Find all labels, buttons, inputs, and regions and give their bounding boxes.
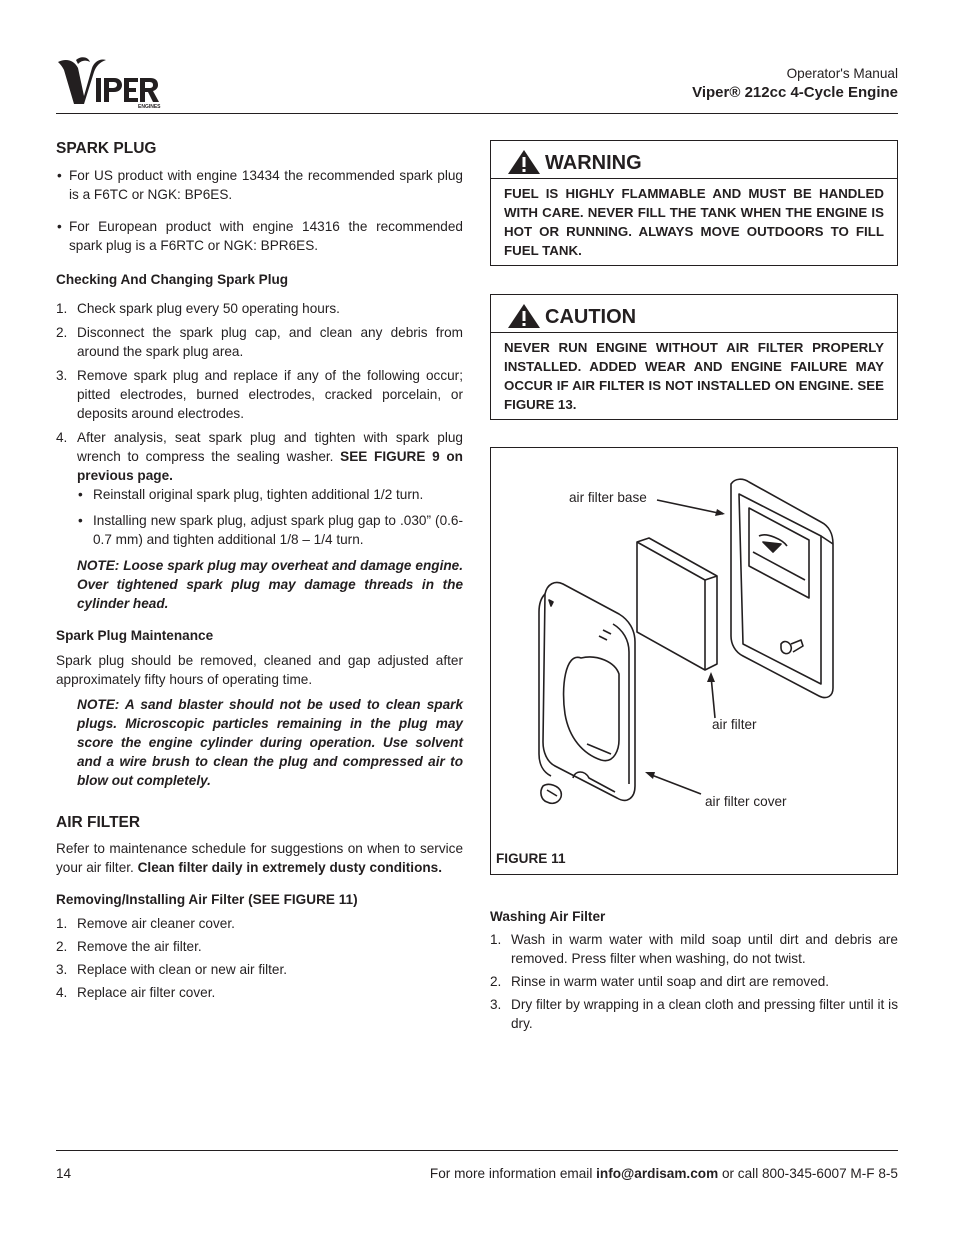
figure-11	[490, 447, 898, 875]
warning-title-bar	[491, 141, 897, 179]
footer-contact: For more information email info@ardisam.com or call 800-345-6007 M-F 8-5	[429, 1166, 898, 1181]
figure-caption: FIGURE 11	[496, 851, 566, 866]
list-item: 3. Dry filter by wrapping in a clean cloth and pressing filter until it is dry.	[490, 997, 898, 1031]
caution-triangle-icon	[507, 303, 541, 329]
left-column	[56, 138, 463, 1007]
header-titles	[692, 64, 898, 103]
list-item: 2. Rinse in warm water until soap and dirt are removed.	[490, 974, 830, 989]
removing-heading: Removing/Installing Air Filter (SEE FIGURE 11)	[56, 892, 358, 907]
svg-text:ENGINES: ENGINES	[138, 104, 161, 108]
note-sand-blaster: NOTE: A sand blaster should not be used to clean spark plugs. Microscopic particles remaining in the plug may score the engine cylinder during operation. Use solvent and a wire brush to clean the plug and compressed air to blow out completely.	[77, 697, 463, 788]
warning-title: WARNING	[545, 152, 642, 174]
air-filter-illustration	[491, 448, 897, 874]
list-item: 4. After analysis, seat spark plug and tighten with spark plug wrench to compress the sealing washer. SEE FIGURE 9 on previous page. • Reinstall original spark plug, tighten additional 1/2 turn. • Installing new spark plug, adjust spark plug gap to .030” (0.6-0.7 mm) and tighten additional 1/8 – 1/4 turn.	[56, 428, 463, 549]
list-item: 3. Replace with clean or new air filter.	[56, 962, 288, 977]
note-loose-plug: NOTE: Loose spark plug may overheat and damage engine. Over tightened spark plug may damage threads in the cylinder head.	[77, 558, 463, 611]
product-title: Viper® 212cc 4-Cycle Engine	[692, 84, 898, 101]
list-item: 1. Check spark plug every 50 operating hours.	[56, 301, 340, 316]
caution-box	[490, 294, 898, 420]
caution-text: NEVER RUN ENGINE WITHOUT AIR FILTER PROPERLY INSTALLED. ADDED WEAR AND ENGINE FAILURE MAY OCCUR IF AIR FILTER IS NOT INSTALLED ON ENGINE. SEE FIGURE 13.	[504, 340, 884, 412]
label-air-filter-cover: air filter cover	[705, 794, 787, 809]
checking-steps	[56, 299, 463, 549]
warning-text: FUEL IS HIGHLY FLAMMABLE AND MUST BE HANDLED WITH CARE. NEVER FILL THE TANK WHEN THE ENGINE IS HOT OR RUNNING. ALWAYS MOVE OUTDOORS TO FILL FUEL TANK.	[504, 186, 884, 258]
label-air-filter-base: air filter base	[569, 490, 647, 505]
warning-box	[490, 140, 898, 266]
spark-plug-heading: SPARK PLUG	[56, 140, 157, 157]
sub-bullet-new-plug: • Installing new spark plug, adjust spark plug gap to .030” (0.6-0.7 mm) and tighten additional 1/8 – 1/4 turn.	[77, 511, 463, 549]
washing-steps	[490, 930, 898, 1033]
list-item: 2. Remove the air filter.	[56, 939, 202, 954]
list-item: 1. Remove air cleaner cover.	[56, 916, 235, 931]
caution-title-bar	[491, 295, 897, 333]
warning-triangle-icon	[507, 149, 541, 175]
list-item: 2. Disconnect the spark plug cap, and clean any debris from around the spark plug area.	[56, 325, 463, 359]
sub-bullet-reinstall: • Reinstall original spark plug, tighten additional 1/2 turn.	[77, 485, 463, 504]
email-link[interactable]: info@ardisam.com	[596, 1166, 719, 1181]
page-header	[56, 54, 898, 114]
washing-heading: Washing Air Filter	[490, 909, 606, 924]
maintenance-text: Spark plug should be removed, cleaned and gap adjusted after approximately fifty hours of operating time.	[56, 653, 463, 687]
label-air-filter: air filter	[712, 717, 757, 732]
manual-label: Operator's Manual	[786, 66, 898, 81]
list-item: 4. Replace air filter cover.	[56, 985, 216, 1000]
removing-steps	[56, 914, 463, 1002]
spark-plug-bullet-us: • For US product with engine 13434 the recommended spark plug is a F6TC or NGK: BP6ES.	[56, 166, 463, 204]
page-number: 14	[56, 1166, 72, 1181]
maintenance-heading: Spark Plug Maintenance	[56, 628, 214, 643]
checking-heading: Checking And Changing Spark Plug	[56, 272, 289, 287]
caution-title: CAUTION	[545, 306, 637, 328]
right-column	[490, 140, 898, 1038]
air-filter-intro: Refer to maintenance schedule for suggestions on when to service your air filter. Clean filter daily in extremely dusty conditions.	[56, 841, 463, 875]
air-filter-heading: AIR FILTER	[56, 814, 141, 831]
list-item: 3. Remove spark plug and replace if any of the following occur; pitted electrodes, burned electrodes, cracked porcelain, or deposits around electrodes.	[56, 368, 463, 421]
viper-logo	[56, 56, 168, 108]
list-item: 1. Wash in warm water with mild soap until dirt and debris are removed. Press filter when washing, do not twist.	[490, 932, 898, 966]
page-footer	[56, 1150, 898, 1181]
spark-plug-bullet-eu: • For European product with engine 14316 the recommended spark plug is a F6RTC or NGK: BPR6ES.	[56, 217, 463, 255]
